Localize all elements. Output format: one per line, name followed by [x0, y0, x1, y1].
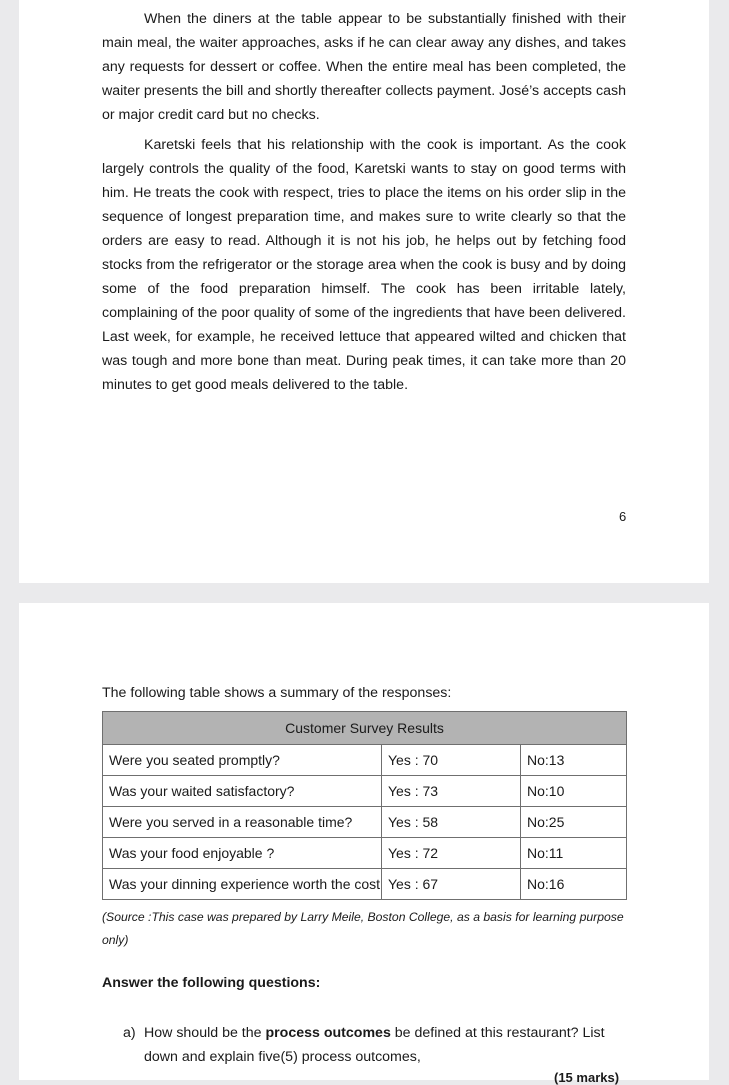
yes-count: Yes : 72: [382, 838, 521, 869]
table-intro: The following table shows a summary of the responses:: [102, 685, 452, 701]
source-note: (Source :This case was prepared by Larry Meile, Boston College, as a basis for learning purpose only): [102, 910, 624, 947]
survey-question: Was your dinning experience worth the cost: [103, 869, 382, 900]
question-a-suffix: be defined at this restaurant? List down and explain five(5) process outcomes,: [144, 1025, 605, 1065]
yes-count: Yes : 67: [382, 869, 521, 900]
survey-question: Was your food enjoyable ?: [103, 838, 382, 869]
table-row: [103, 807, 627, 838]
no-count: No:25: [521, 807, 627, 838]
table-title: Customer Survey Results: [103, 712, 627, 745]
table-row: [103, 869, 627, 900]
paragraph-1: [102, 7, 626, 127]
document-page-1: [19, 0, 709, 583]
yes-count: Yes : 58: [382, 807, 521, 838]
no-count: No:13: [521, 745, 627, 776]
document-page-2: [19, 603, 709, 1085]
question-a-text: [123, 1021, 627, 1069]
no-count: No:10: [521, 776, 627, 807]
survey-question: Was your waited satisfactory?: [103, 776, 382, 807]
table-row: [103, 838, 627, 869]
no-count: No:16: [521, 869, 627, 900]
no-count: No:11: [521, 838, 627, 869]
question-a: [123, 1021, 627, 1069]
question-a-emphasis: process outcomes: [265, 1025, 391, 1041]
answer-heading: Answer the following questions:: [102, 975, 321, 991]
question-a-marks: (15 marks): [554, 1070, 620, 1085]
survey-question: Were you seated promptly?: [103, 745, 382, 776]
table-row: [103, 776, 627, 807]
paragraph-2-text: Karetski feels that his relationship with the cook is important. As the cook largely controls the quality of the food, Karetski wants to stay on good terms with him. He treats the cook with respect, tries to place the items on his order slip in the sequence of longest preparation time, and makes sure to write clearly so that the orders are easy to read. Although it is not his job, he helps out by fetching food stocks from the refrigerator or the storage area when the cook is busy and by doing some of the food preparation himself. The cook has been irritable lately, complaining of the poor quality of some of the ingredients that have been delivered. Last week, for example, he received lettuce that appeared wilted and chicken that was tough and more bone than meat. During peak times, it can take more than 20 minutes to get good meals delivered to the table.: [102, 137, 626, 393]
yes-count: Yes : 70: [382, 745, 521, 776]
question-a-prefix: How should be the: [144, 1025, 266, 1041]
paragraph-2: [102, 133, 626, 397]
table-row: [103, 745, 627, 776]
survey-results-table: [102, 711, 627, 900]
paragraph-1-text: When the diners at the table appear to be substantially finished with their main meal, the waiter approaches, asks if he can clear away any dishes, and takes any requests for dessert or coffee. When the entire meal has been completed, the waiter presents the bill and shortly thereafter collects payment. José’s accepts cash or major credit card but no checks.: [102, 11, 626, 123]
page-number: 6: [619, 509, 627, 524]
question-a-label: a): [123, 1025, 136, 1041]
yes-count: Yes : 73: [382, 776, 521, 807]
survey-question: Were you served in a reasonable time?: [103, 807, 382, 838]
